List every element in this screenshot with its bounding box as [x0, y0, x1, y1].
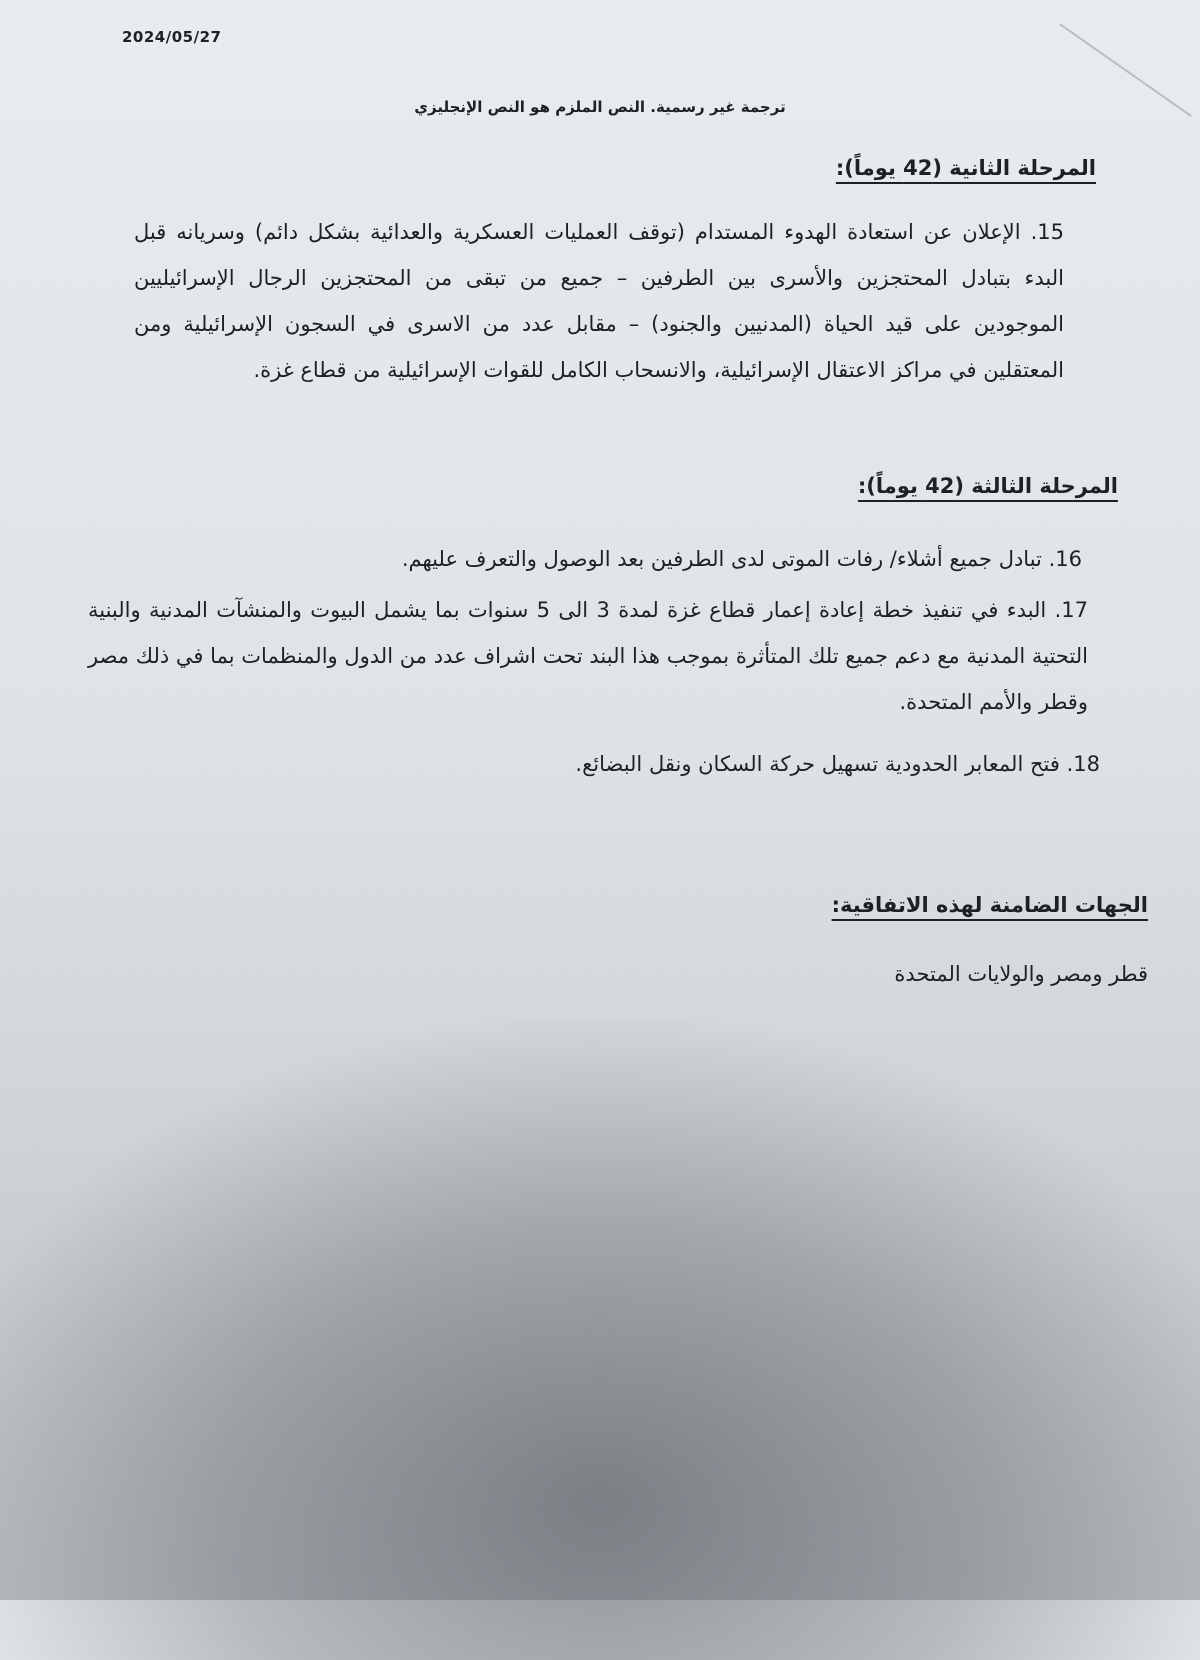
guarantors-list: قطر ومصر والولايات المتحدة — [894, 962, 1148, 986]
clause-15 — [134, 209, 1064, 393]
clause-18 — [100, 741, 1100, 787]
clause-17-text: البدء في تنفيذ خطة إعادة إعمار قطاع غزة لمدة 3 الى 5 سنوات بما يشمل البيوت والمنشآت المدنية والبنية التحتية المدنية مع دعم جميع تلك المتأثرة بموجب هذا البند تحت اشراف عدد من الدول والمنظمات بما في ذلك مصر وقطر والأمم المتحدة. — [88, 598, 1088, 714]
translation-disclaimer: ترجمة غير رسمية. النص الملزم هو النص الإنجليزي — [414, 98, 786, 116]
clause-15-number: 15. — [1030, 220, 1064, 244]
clause-15-text: الإعلان عن استعادة الهدوء المستدام (توقف العمليات العسكرية والعدائية بشكل دائم) وسريانه قبل البدء بتبادل المحتجزين والأسرى بين الطرفين – جميع من تبقى من المحتجزين الرجال الإسرائيليين الموجودين على قيد الحياة (المدنيين والجنود) – مقابل عدد من الاسرى في السجون الإسرائيلية ومن المعتقلين في مراكز الاعتقال الإسرائيلية، والانسحاب الكامل للقوات الإسرائيلية من قطاع غزة. — [134, 220, 1064, 382]
clause-16 — [102, 536, 1082, 582]
clause-18-text: فتح المعابر الحدودية تسهيل حركة السكان ونقل البضائع. — [575, 752, 1060, 776]
phase-two-heading: المرحلة الثانية (42 يوماً): — [835, 156, 1096, 180]
guarantors-heading: الجهات الضامنة لهذه الاتفاقية: — [831, 893, 1148, 917]
photo-shadow — [0, 1020, 1200, 1660]
clause-16-text: تبادل جميع أشلاء/ رفات الموتى لدى الطرفين بعد الوصول والتعرف عليهم. — [401, 547, 1042, 571]
clause-16-number: 16. — [1048, 547, 1082, 571]
document-date: 2024/05/27 — [122, 28, 222, 46]
clause-18-number: 18. — [1066, 752, 1100, 776]
clause-17 — [88, 587, 1088, 725]
clause-17-number: 17. — [1054, 598, 1088, 622]
phase-three-heading: المرحلة الثالثة (42 يوماً): — [857, 474, 1118, 498]
